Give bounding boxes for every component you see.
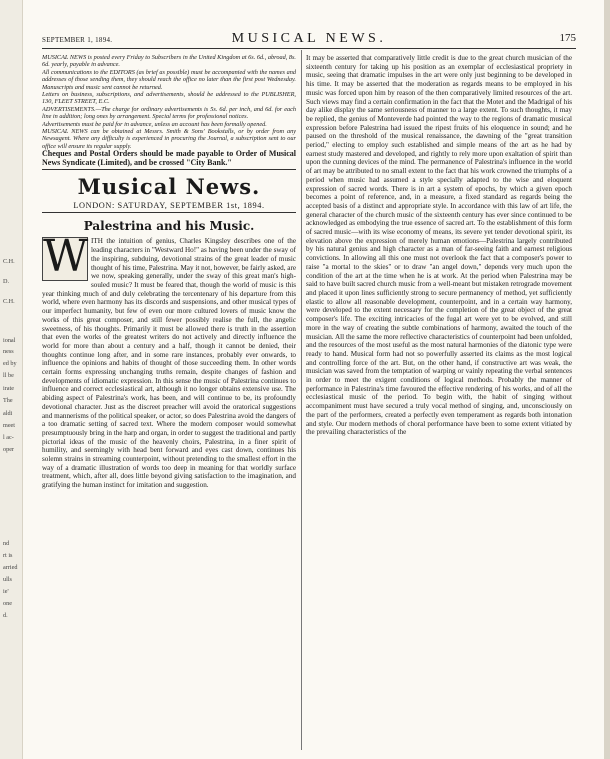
gutter-text: ness (3, 348, 14, 355)
gutter-text: aldi (3, 410, 13, 417)
gutter-text: arried (3, 564, 18, 571)
gutter-text: The (3, 397, 13, 404)
article-title: Palestrina and his Music. (83, 219, 255, 234)
previous-page-edge (0, 0, 23, 759)
notice-advertisements: ADVERTISEMENTS.—The charge for ordinary advertisements is 5s. 6d. per inch, and 6d. for each line in addition; long ones by arrangement. Special terms for professional notices. (42, 105, 296, 121)
gutter-text: oper (3, 446, 14, 453)
gutter-text: irate (3, 385, 14, 392)
notice-advert-payment: Advertisements must be paid for in advance, unless an account has been formally opened. (42, 120, 267, 128)
left-column (42, 54, 296, 751)
masthead: Musical News. (77, 174, 261, 200)
header-date: SEPTEMBER 1, 1894. (42, 36, 113, 44)
page-number: 175 (559, 32, 576, 44)
notice-communications: All communications to the EDITORS (as brief as possible) must be accompanied with the names and addresses of those sending them, they should reach the office no later than the first post Wednesday. Manuscripts and music sent cannot be returned. (42, 68, 296, 91)
gutter-text: l ac- (3, 434, 14, 441)
page-spine (604, 0, 610, 759)
gutter-text: C.H. (3, 258, 15, 265)
gutter-text: ed by (3, 360, 17, 367)
gutter-text: ie' (3, 588, 9, 595)
gutter-text: one (3, 600, 12, 607)
gutter-text: ional (3, 337, 16, 344)
gutter-text: ulls (3, 576, 12, 583)
notice-subscription: MUSICAL NEWS is posted every Friday to Subscribers in the United Kingdom at 6s. 6d., abroad, 8s. 6d. yearly, payable in advance. (42, 54, 296, 69)
gutter-text: nd (3, 540, 10, 547)
gutter-text: d. (3, 612, 8, 619)
gutter-text: D. (3, 278, 10, 285)
notice-cheques: Cheques and Postal Orders should be made payable to Order of Musical News Syndicate (Limited), and be crossed "City Bank." (42, 149, 296, 167)
header-rule (42, 48, 576, 49)
running-header (42, 31, 576, 45)
gutter-text: meet (3, 422, 16, 429)
right-column (306, 54, 572, 751)
column-divider (301, 50, 302, 750)
article-body-left: ITH the intuition of genius, Charles Kingsley describes one of the leading characters in "Westward Ho!" as having been under the sway of the inspiring, subduing, devotional strains of the great leader of music thought of his time, Palestrina. May it not, however, be fairly asked, are we now, speaking generally, under the sway of this great man's high-souled music? It must be feared that, though the world of music is this year thinking much of and duly celebrating the tercentenary of his departure from this world, where even harmony has its discords and suspensions, and other musical types of our imperfect humanity, but few of even our more cultured lovers of music know the works of this great composer, and still fewer possibly realise the full, the angelic sweetness, of his thoughts. Primarily it must be allowed there is truth in the assertion that even the works of the greatest writers do not actively and directly influence the world for more than about a century and a half, though it cannot be denied, their thoughts continue long after, and in some rare instances, probably ever onwards, to influence the opinions and habits of thought of those succeeding them. In other words certain forms expressing unchanging truths remain, despite changes of fashion and developments of idiomatic expression. In this sense the music of Palestrina continues to influence and correct ecclesiastical art, although it no longer obtains extensive use. The abiding aspect of Palestrina's work, has been, and will continue to be, its profoundly devotional character. Just as the discreet preacher will avoid the oratorical suggestions and mannerisms of the political speaker, or actor, so does Palestrina avoid the dangers of a too dramatic setting of sacred text. Where the modern composer would somewhat presumptuously bring in the harp and organ, in order to suggest the traditional and partly pictorial ideas of the music of the heavenly choirs, Palestrina, in a finer spirit of humility, and seemingly with head bent forward and eyes cast down, continues his solemn strains in streaming counterpoint, without pretending to the smallest effort in the way of a dramatic illustration of words too deep in meaning for that worldly surface treatment, which, after all, does little beyond giving satisfaction to the imagination, and gratifying the human instinct for imitation and suggestion. (42, 237, 296, 490)
gutter-text: ll be (3, 372, 14, 379)
masthead-rule-top (42, 169, 296, 170)
notice-letters: Letters on business, subscriptions, and advertisements, should be addressed to the PUBLISHER, 130, FLEET STREET, E.C. (42, 91, 296, 106)
masthead-rule-bottom (42, 212, 296, 213)
notice-availability: MUSICAL NEWS can be obtained at Messrs. Smith & Sons' Bookstalls, or by order from any Newsagent. Where any difficulty is experienced in procuring the Journal, a subscription sent to our office will ensure its regular supply. (42, 128, 296, 150)
issue-dateline: LONDON: SATURDAY, SEPTEMBER 1st, 1894. (73, 201, 265, 211)
gutter-text: rt is (3, 552, 13, 559)
header-title: MUSICAL NEWS. (231, 31, 387, 46)
gutter-text: C.H. (3, 298, 15, 305)
article-body-right: It may be asserted that comparatively little credit is due to the great church musician of the sixteenth century for taking up his position as an exemplar of ecclesiastical propriety in music, seeing that dramatic impulses in the art were only just beginning to be developed in his time. It may be asserted that the moderation as regards means to be employed in his music was forced upon him by reason of the then comparatively limited resources of the art. Such views may find a certain confirmation in the fact that the Motet and the Madrigal of his day alike display the same seriousness of manner to a large extent. To such thoughts, it may be replied, the genius of Monteverde had pointed the way to the regions of dramatic musical expression before Palestrina had issued the ripest fruits of his eloquence in sound; and he paused on the threshold of the musical renaissance, the dawning of the "great transition period," electing to employ such established and simple means of the art as he had by earnest study mastered and developed, and rightly to rely more upon exaltation of spirit than upon the cunning devices of the mind. The permanence of Palestrina's influence in the world of art may be attributed to no small extent to the fact that his work crowned the triumphs of a period when music had assumed a style specially adapted to the wise and eloquent expression of sacred words. There is in art a system of epochs, by which a given epoch becomes a point of reference, and, in a measure, a fixed standard as regards being the accepted basis of a distinct and appropriate style. In accordance with this law of art life, the general character of the church music of the sixteenth century has ever since continued to be acknowledged as embodying the true essence of sacred art. To the establishment of this form of sacred music—with its wise economy of means, its severe yet tender devotional spirit, its elevation above the expression of merely human emotions—Palestrina largely contributed by his natural genius and high character as a man of far-seeing faith and earnest religious convictions. In allowing all this one must not overlook the fact that a composer's power to raise "a mortal to the skies" or to draw "an angel down," depends very much upon the condition of the art at the time when he is at work. At the period when Palestrina may be said to have built sacred church music from a well-meant but mistaken retrograde movement and placed it upon lines sufficiently strong to secure permanency of method, yet sufficiently elastic to allow all reasonable development, counterpoint, and in a certain way harmony, were developed to the extent necessary for the completion of the great object of the great composer's life. The exciting intricacies of the fugal art were yet to be evolved, and still more in the way of creating the subtle combinations of harmony, awaited the touch of the musician. All the same the more reflective characteristics of counterpoint had been unfolded, and the resources of the most useful as the most natural harmonies of the diatonic type were ready to hand. Musical form had not so powerfully asserted its claims as the most logical and controlling force of the art. But, on the other hand, if constructive art was weak, the musician was saved from the temptation of warping or vainly repeating the verbal sentences in order to meet the exigent conditions of logical methods. Probably the manner of performance in Palestrina's time favoured the effective rendering of his works, and of all the ecclesiastical music of the period. To begin with, the habit of singing without accompaniment must have secured a truly vocal method of singing, and, unconsciously on the part of the performers, created a perfectly even temperament as regards both intonation and style. Our modern methods of choral performance have been to some extent vitiated by the prevailing characteristics of the (306, 54, 572, 437)
drop-cap: W (43, 231, 89, 283)
